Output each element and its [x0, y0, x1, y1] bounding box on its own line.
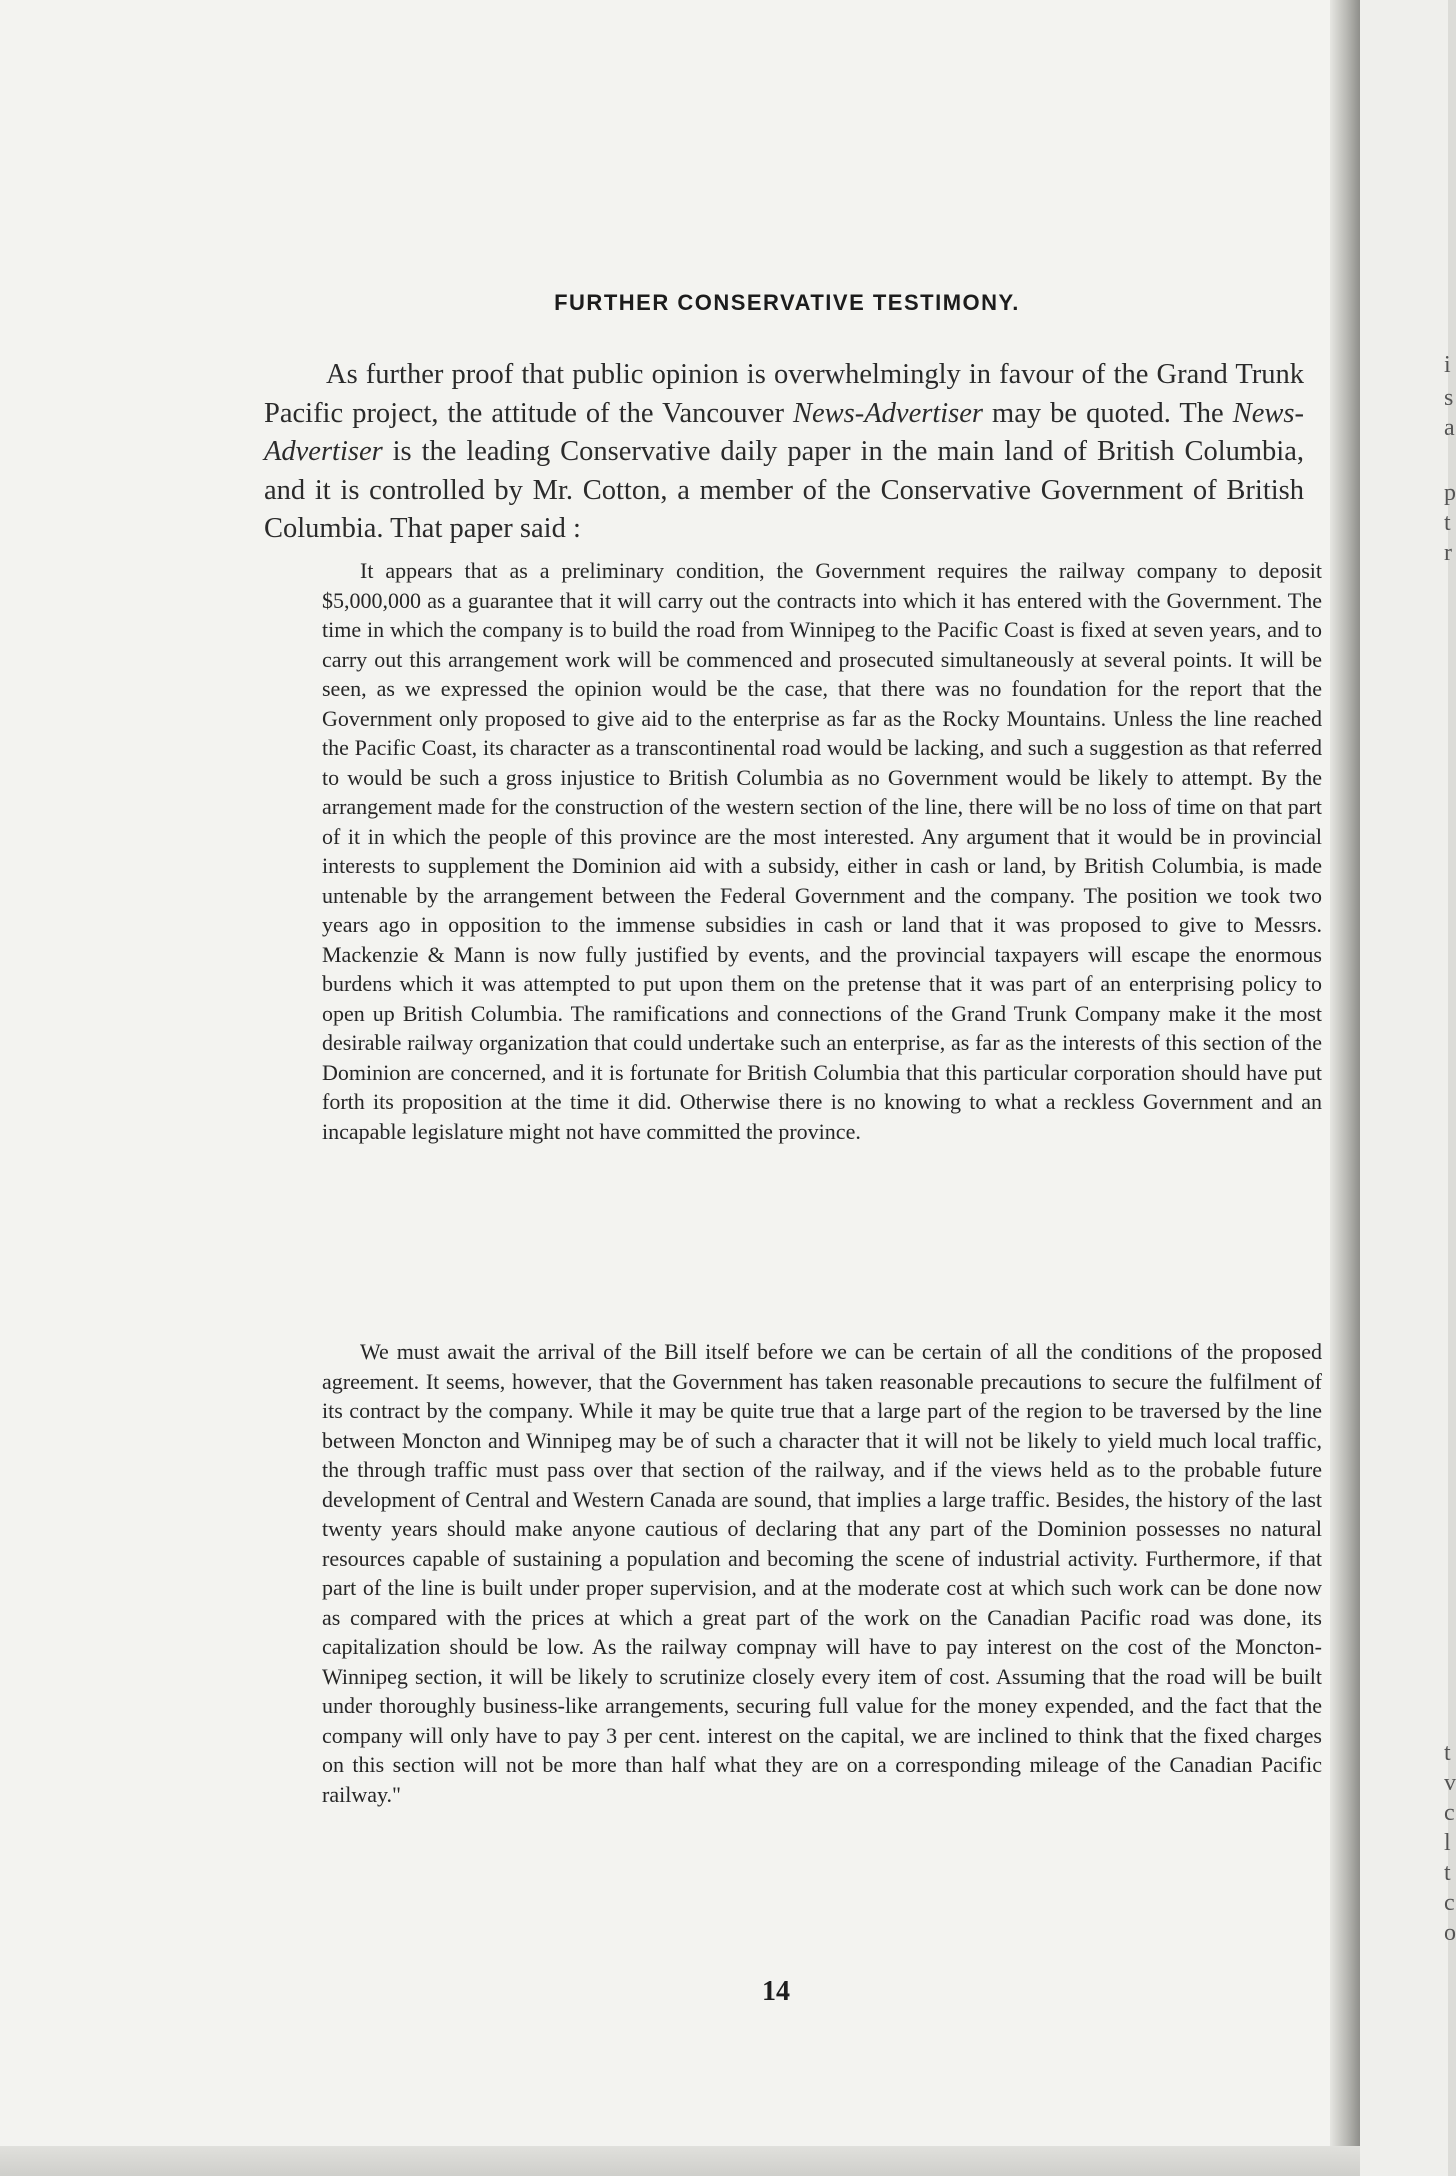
intro-paragraph — [264, 356, 1304, 549]
newspaper-name: News-Advertiser — [793, 397, 983, 429]
adjacent-page-fragment: t — [1444, 510, 1451, 536]
page-number: 14 — [762, 1976, 790, 2007]
adjacent-page-fragment: p — [1444, 480, 1456, 506]
section-heading: FURTHER CONSERVATIVE TESTIMONY. — [554, 290, 1020, 315]
quoted-paragraph-1: It appears that as a preliminary condition, the Government requires the railway company to deposit $5,000,000 as a guarantee that it will carry out the contracts into which it has entered with the Government. The time in which the company is to build the road from Winnipeg to the Pacific Coast is fixed at seven years, and to carry out this arrangement work will be commenced and prosecuted simultaneously at several points. It will be seen, as we expressed the opinion would be the case, that there was no foundation for the report that the Government only proposed to give aid to the enterprise as far as the Rocky Mountains. Unless the line reached the Pacific Coast, its character as a transcontinental road would be lacking, and such a suggestion as that referred to would be such a gross injustice to British Columbia as no Government would be likely to attempt. By the arrangement made for the construction of the western section of the line, there will be no loss of time on that part of it in which the people of this province are the most interested. Any argument that it would be in provincial interests to supplement the Dominion aid with a subsidy, either in cash or land, by British Columbia, is made untenable by the arrangement between the Federal Government and the company. The position we took two years ago in opposition to the immense subsidies in cash or land that it was proposed to give to Messrs. Mackenzie & Mann is now fully justified by events, and the provincial taxpayers will escape the enormous burdens which it was attempted to put upon them on the pretense that it was part of an enterprising policy to open up British Columbia. The ramifications and connections of the Grand Trunk Company make it the most desirable railway organization that could undertake such an enterprise, as far as the interests of this section of the Dominion are concerned, and it is fortunate for British Columbia that this particular corporation should have put forth its proposition at the time it did. Otherwise there is no knowing to what a reckless Government and an incapable legislature might not have committed the province. — [322, 558, 1322, 1144]
newspaper-name: News-Advertiser — [264, 397, 1304, 467]
adjacent-page-fragment: i — [1444, 352, 1451, 378]
adjacent-page-fragment: v — [1444, 1770, 1456, 1796]
adjacent-page-fragment: t — [1444, 1860, 1451, 1886]
adjacent-page-fragment: c — [1444, 1800, 1455, 1826]
quoted-paragraph-2: We must await the arrival of the Bill itself before we can be certain of all the conditions of the proposed agreement. It seems, however, that the Government has taken reasonable precautions to secure the fulfilment of its contract by the company. While it may be quite true that a large part of the region to be traversed by the line between Moncton and Winnipeg may be of such a character that it will not be likely to yield much local traffic, the through traffic must pass over that section of the railway, and if the views held as to the probable future development of Central and Western Canada are sound, that implies a large traffic. Besides, the history of the last twenty years should make anyone cautious of declaring that any part of the Dominion possesses no natural resources capable of sustaining a population and becoming the scene of industrial activity. Furthermore, if that part of the line is built under proper supervision, and at the moderate cost at which such work can be done now as compared with the prices at which a great part of the work on the Canadian Pacific road was done, its capitalization should be low. As the railway compnay will have to pay interest on the cost of the Moncton-Winnipeg section, it will be likely to scrutinize closely every item of cost. Assuming that the road will be built under thoroughly business-like arrangements, securing full value for the money expended, and the fact that the company will only have to pay 3 per cent. interest on the capital, we are inclined to think that the fixed charges on this section will not be more than half what they are on a corresponding mileage of the Canadian Pacific railway." — [322, 1339, 1322, 1807]
intro-text-2: may be quoted. The — [982, 397, 1233, 429]
adjacent-page-fragment: c — [1444, 1890, 1455, 1916]
adjacent-page-fragment: a — [1444, 415, 1455, 441]
binding-gutter — [1330, 0, 1360, 2150]
adjacent-page-fragment: l — [1444, 1830, 1451, 1856]
page-bottom-edge — [0, 2146, 1360, 2176]
adjacent-page-edge — [1360, 0, 1456, 2176]
intro-text-1: As further proof that public opinion is overwhelmingly in favour of the Grand Trunk Pacific project, the attitude of the Vancouver — [264, 359, 1304, 429]
adjacent-page-fragment: t — [1444, 1740, 1451, 1766]
adjacent-page-fragment: s — [1444, 385, 1454, 411]
intro-text-3: is the leading Conservative daily paper in the main land of British Columbia, and it is controlled by Mr. Cotton, a member of the Conservative Government of British Columbia. That paper said : — [264, 436, 1304, 544]
adjacent-page-fragment: o — [1444, 1920, 1456, 1946]
adjacent-page-fragment: r — [1444, 540, 1452, 566]
